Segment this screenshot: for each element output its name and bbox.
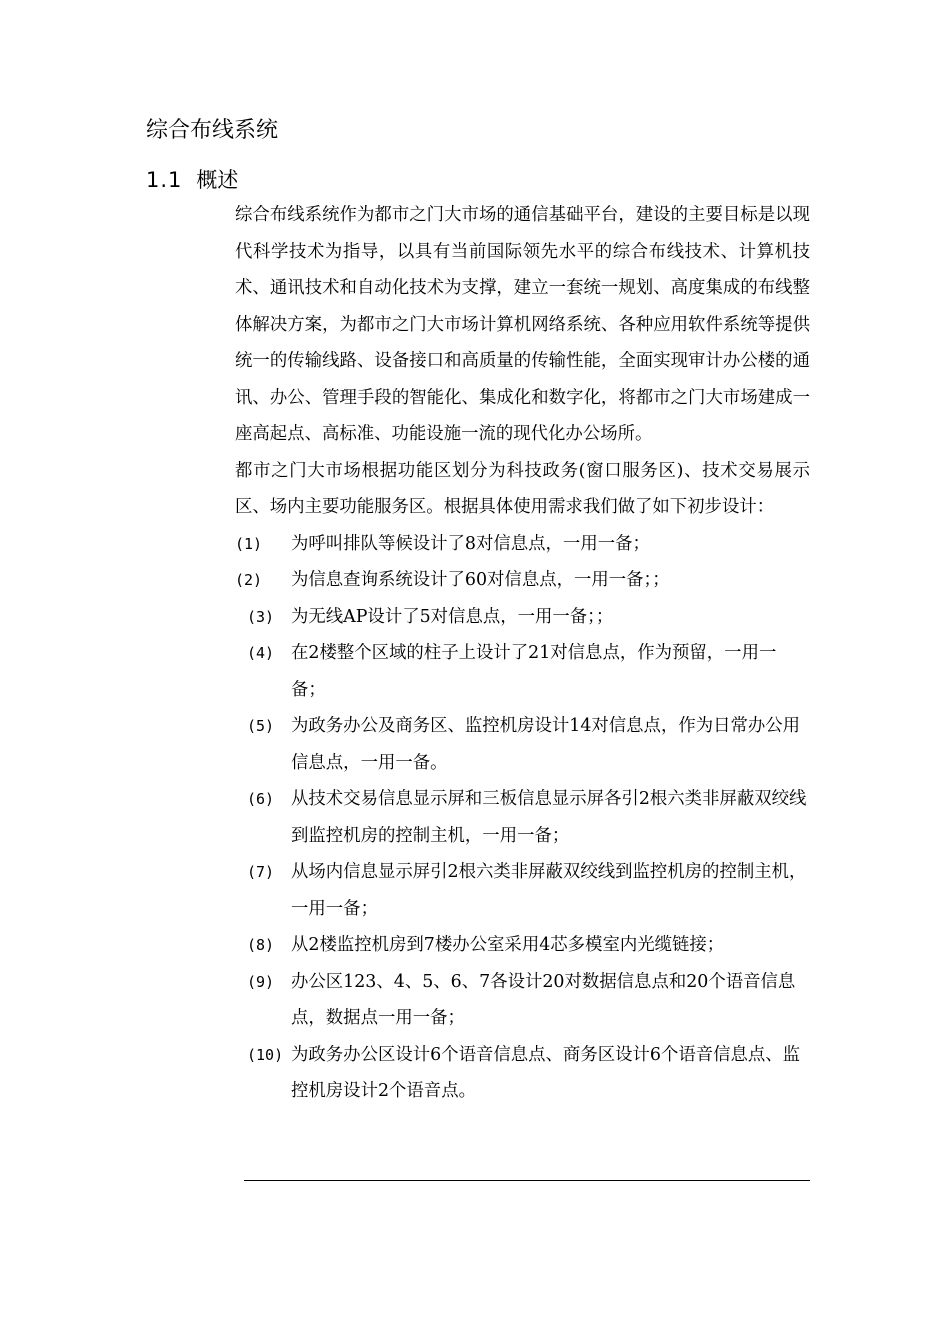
list-item-text: 从技术交易信息显示屏和三板信息显示屏各引2根六类非屏蔽双绞线到监控机房的控制主机，一用一备； (291, 789, 807, 846)
list-item (235, 599, 810, 636)
list-item-text: 为无线AP设计了5对信息点，一用一备；； (291, 606, 614, 627)
section-number: 1.1 (146, 168, 183, 192)
list-item-text: 为政务办公区设计6个语音信息点、商务区设计6个语音信息点、监控机房设计2个语音点。 (291, 1044, 801, 1101)
page-bottom-rule (244, 1180, 810, 1181)
list-item-number: (6) (247, 790, 275, 808)
list-item-text: 办公区123、4、5、6、7各设计20对数据信息点和20个语音信息点，数据点一用一备； (291, 971, 796, 1028)
list-item-text: 为呼叫排队等候设计了8对信息点，一用一备； (291, 533, 650, 554)
list-item (235, 526, 810, 563)
list-item-number: (3) (247, 607, 275, 626)
list-item-text: 从2楼监控机房到7楼办公室采用4芯多模室内光缆链接； (291, 935, 725, 955)
paragraph-overview: 综合布线系统作为都市之门大市场的通信基础平台，建设的主要目标是以现代科学技术为指导，以具有当前国际领先水平的综合布线技术、计算机技术、通讯技术和自动化技术为支撑，建立一套统一规划、高度集成的布线整体解决方案，为都市之门大市场计算机网络系统、各种应用软件系统等提供统一的传输线路、设备接口和高质量的传输性能，全面实现审计办公楼的通讯、办公、管理手段的智能化、集成化和数字化，将都市之门大市场建成一座高起点、高标准、功能设施一流的现代化办公场所。 (235, 205, 810, 444)
document-title: 综合布线系统 (146, 118, 279, 143)
paragraph-design-intro: 都市之门大市场根据功能区划分为科技政务(窗口服务区)、技术交易展示区、场内主要功能服务区。根据具体使用需求我们做了如下初步设计： (235, 460, 810, 517)
list-item-text: 从场内信息显示屏引2根六类非屏蔽双绞线到监控机房的控制主机，一用一备； (291, 862, 807, 919)
list-item-number: (5) (247, 717, 275, 735)
list-item-number: (1) (235, 534, 263, 553)
list-item-text: 在2楼整个区域的柱子上设计了21对信息点，作为预留，一用一备； (291, 643, 777, 700)
list-item (235, 1037, 810, 1110)
section-heading (146, 165, 238, 195)
list-item (235, 635, 810, 708)
design-item-list (235, 526, 810, 1110)
list-item-number: (7) (247, 863, 275, 881)
list-item-text: 为信息查询系统设计了60对信息点，一用一备；； (291, 570, 670, 590)
list-item-number: (4) (247, 644, 275, 662)
list-item-number: (10) (247, 1045, 284, 1064)
section-body (235, 197, 810, 1110)
list-item (235, 964, 810, 1037)
list-item (235, 927, 810, 964)
list-item (235, 708, 810, 781)
list-item-number: (2) (235, 571, 263, 589)
list-item-number: (8) (247, 936, 275, 954)
list-item (235, 854, 810, 927)
list-item (235, 781, 810, 854)
section-title: 概述 (196, 168, 239, 192)
list-item (235, 562, 810, 599)
list-item-text: 为政务办公及商务区、监控机房设计14对信息点，作为日常办公用信息点，一用一备。 (291, 716, 801, 773)
list-item-number: (9) (247, 972, 275, 991)
